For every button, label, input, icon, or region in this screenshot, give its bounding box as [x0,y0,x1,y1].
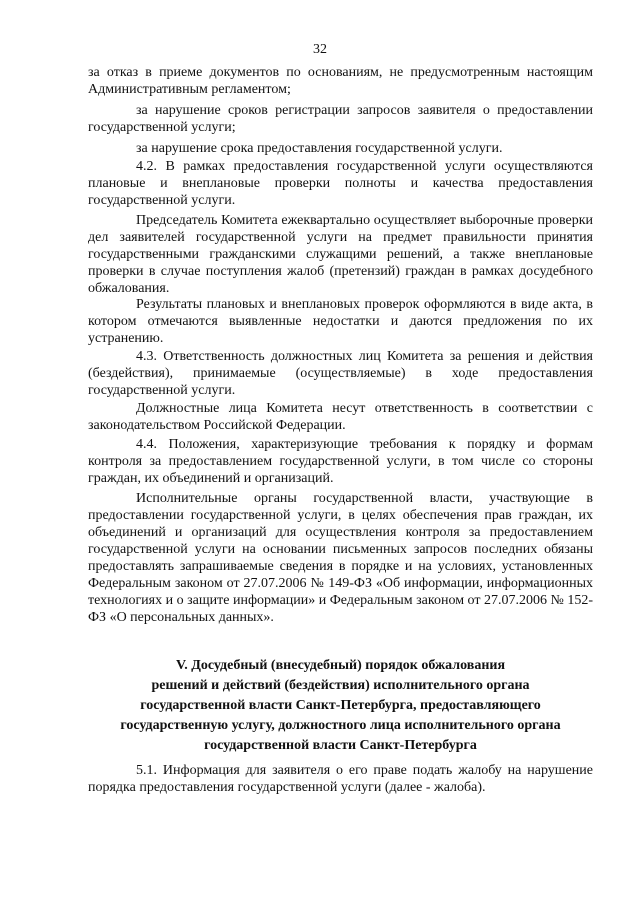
paragraph-deadline: за нарушение срока предоставления государственной услуги. [136,141,503,156]
page-number: 32 [313,42,327,57]
paragraph-registration: за нарушение сроков регистрации запросов заявителя о предоставлении государственной услуги; [88,103,593,135]
paragraph-chairman: Председатель Комитета ежеквартально осуществляет выборочные проверки дел заявителей государственной услуги на предмет правильности принятия государственными гражданскими служащими решений, а также внеплановые проверки в случае поступления жалоб (претензий) граждан в рамках досудебного обжалования. [88,213,593,296]
heading-line: государственную услугу, должностного лица исполнительного органа [120,718,561,733]
heading-line: V. Досудебный (внесудебный) порядок обжалования [175,658,506,673]
paragraph-refusal: за отказ в приеме документов по основаниям, не предусмотренным настоящим Административным регламентом; [88,65,593,97]
heading-line: решений и действий (бездействия) исполнительного органа [151,678,530,693]
paragraph-5-1: 5.1. Информация для заявителя о его праве подать жалобу на нарушение порядка предоставления государственной услуги (далее - жалоба). [88,763,593,795]
paragraph-4-4: 4.4. Положения, характеризующие требования к порядку и формам контроля за предоставлением государственной услуги, в том числе со стороны граждан, их объединений и организаций. [88,437,593,486]
paragraph-4-2: 4.2. В рамках предоставления государственной услуги осуществляются плановые и внеплановые проверки полноты и качества предоставления государственной услуги. [88,159,593,208]
paragraph-officials: Должностные лица Комитета несут ответственность в соответствии с законодательством Российской Федерации. [88,401,593,433]
heading-line: государственной власти Санкт-Петербурга, предоставляющего [140,698,541,713]
paragraph-executive-bodies: Исполнительные органы государственной власти, участвующие в предоставлении государственной услуги, в целях обеспечения прав граждан, их объединений и организаций для осуществления контроля за предоставлением государственной услуги на основании письменных запросов последних обязаны предоставлять запрашиваемые сведения в порядке и на условиях, установленных Федеральным законом от 27.07.2006 № 149-ФЗ «Об информации, информационных технологиях и о защите информации» и Федеральным законом от 27.07.2006 № 152-ФЗ «О персональных данных». [88,491,594,625]
section-v-heading [88,656,593,756]
paragraph-4-3: 4.3. Ответственность должностных лиц Комитета за решения и действия (бездействия), принимаемые (осуществляемые) в ходе предоставления государственной услуги. [88,349,593,398]
paragraph-results: Результаты плановых и внеплановых проверок оформляются в виде акта, в котором отмечаются выявленные недостатки и даются предложения по их устранению. [88,297,593,346]
heading-line: государственной власти Санкт-Петербурга [204,738,477,753]
